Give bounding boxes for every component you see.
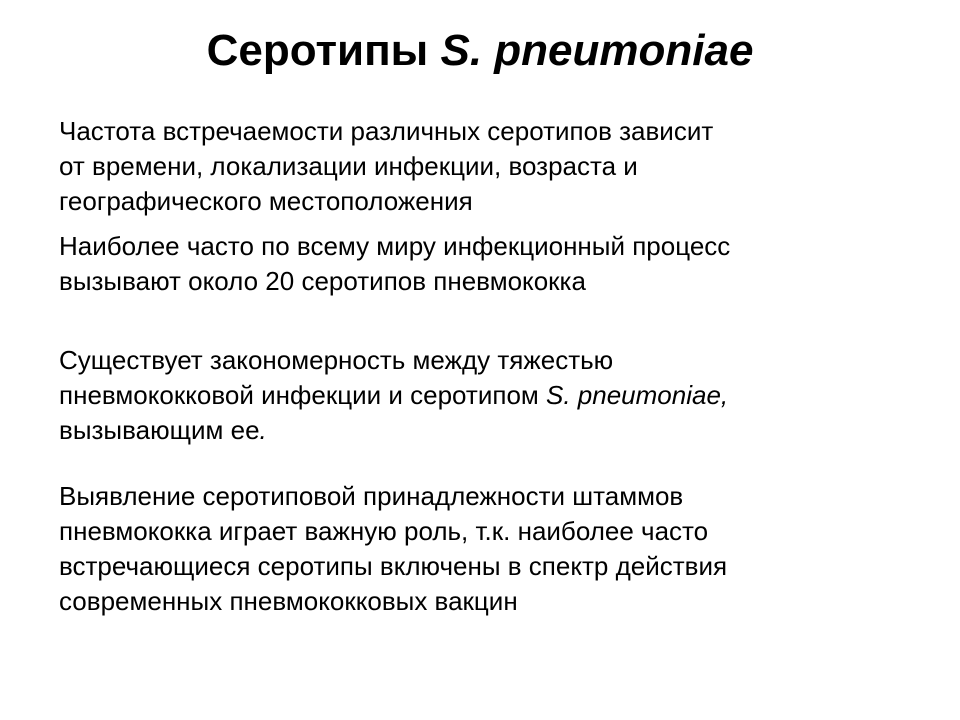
paragraph-line: Наиболее часто по всему миру инфекционный процесс <box>59 231 731 261</box>
paragraph-line: Частота встречаемости различных серотипов зависит <box>59 116 714 146</box>
paragraph-common-serotypes <box>59 229 879 299</box>
paragraph-line: вызывающим ее <box>59 415 260 445</box>
paragraph-serotype-identification <box>59 479 879 619</box>
paragraph-line: Существует закономерность между тяжестью <box>59 345 614 375</box>
paragraph-line: вызывают около 20 серотипов пневмококка <box>59 266 586 296</box>
paragraph-line: пневмококка играет важную роль, т.к. наиболее часто <box>59 516 709 546</box>
italic-period: . <box>259 415 267 445</box>
paragraph-serotype-frequency <box>59 114 879 219</box>
slide-title <box>0 26 960 76</box>
paragraph-line: современных пневмококковых вакцин <box>59 586 518 616</box>
species-name-italic: S. pneumoniae, <box>546 380 729 410</box>
paragraph-line: географического местоположения <box>59 186 473 216</box>
title-prefix: Серотипы <box>206 26 429 75</box>
paragraph-line: пневмококковой инфекции и серотипом <box>59 380 539 410</box>
paragraph-line: Выявление серотиповой принадлежности штаммов <box>59 481 684 511</box>
paragraph-severity-correlation <box>59 343 879 448</box>
paragraph-line: встречающиеся серотипы включены в спектр действия <box>59 551 728 581</box>
paragraph-line: от времени, локализации инфекции, возраста и <box>59 151 638 181</box>
title-species: S. pneumoniae <box>440 26 754 75</box>
